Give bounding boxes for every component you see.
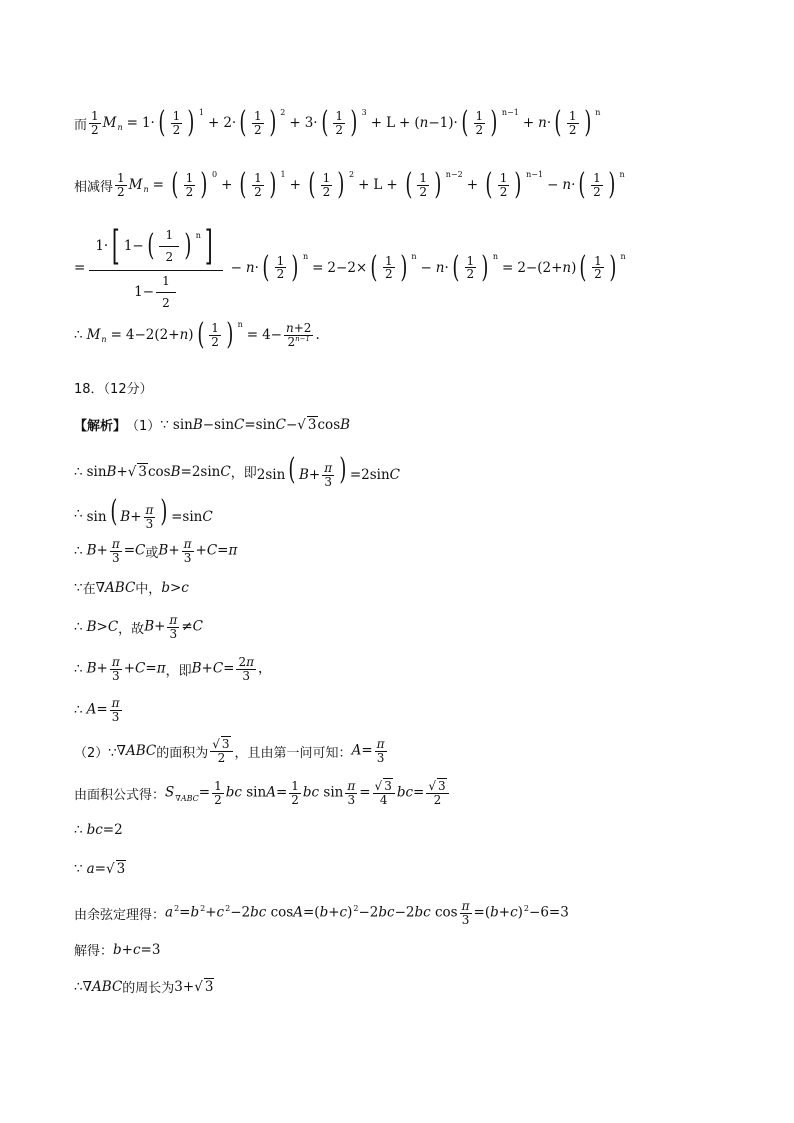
text-and-from: ，且由第一问可知： (234, 745, 352, 761)
fraction: $\frac{1}{2}$ (91, 108, 99, 137)
text-gu: ，故 (118, 621, 145, 637)
big-fraction: 1· [ 1− ( $\frac{1}{2}$ ) n ] 1− $\frac{1}{2}$ (89, 226, 222, 309)
text-zhong: 中， (135, 582, 162, 597)
text-area-is: 的面积为 (156, 745, 209, 761)
equation-line-4: ∴ M n = 4−2(2+ n ) ( $\frac{1}{2}$ ) n = 4− $\frac{n+2}{2^{n-1}}$ . (74, 317, 320, 352)
equation-line-3: = 1· [ 1− ( $\frac{1}{2}$ ) n ] 1− $\frac{1}{2}$ − n · ( $\frac{1}{2}$ ) n = 2−2× ( $\frac{1}{2}$ ) n − n · ( $\frac{1}{2}$ ) n = 2−(2+ n ) ( $\frac{1}{2}$ ) n (74, 223, 626, 310)
text-huo: 或 (145, 545, 159, 561)
equation-line-2: 相减得 $\frac{1}{2}$ M n = ( $\frac{1}{2}$ ) 0 + ( $\frac{1}{2}$ ) 1 + ( $\frac{1}{2}$ ) 2 + L + ( $\frac{1}{2}$ ) n−2 + ( $\frac{1}{2}$ ) n−1 − n · ( $\frac{1}{2}$ ) n (74, 167, 625, 202)
part2-label: （2）∵ (74, 745, 117, 761)
therefore-symbol: ∴ (74, 619, 83, 636)
text-ji: ，即 (165, 663, 192, 679)
therefore-symbol: ∴ (74, 661, 83, 678)
analysis-line-12: ∵ a=√ 3 (74, 861, 126, 877)
analysis-label: 【解析】 (74, 419, 127, 434)
part1-label: （1） (126, 419, 161, 434)
therefore-symbol: ∴ (74, 543, 83, 560)
section-18-title (74, 378, 153, 397)
text-er: 而 (74, 117, 88, 133)
therefore-symbol: ∴ (74, 505, 83, 522)
text-xiangjiande: 相减得 (74, 179, 114, 195)
therefore-symbol: ∴ (74, 463, 83, 480)
therefore-symbol: ∴ (74, 978, 83, 995)
text-ji: ，即 (230, 466, 257, 482)
because-symbol: ∵ (74, 861, 83, 877)
text-perimeter: 的周长为 (122, 981, 175, 996)
analysis-line-5: ∵ 在 ∇ABC 中， b>c (74, 579, 189, 597)
analysis-line-2: ∴ sinB+√ 3cosB=2sinC ，即 2sin ( B+ $\frac{\pi}{3}$ ) =2sinC (74, 452, 401, 489)
math-text: M (102, 115, 117, 131)
analysis-line-4: ∴ B+ $\frac{\pi}{3}$ =C 或 B+ $\frac{\pi}{3}$ +C=π (74, 537, 238, 565)
analysis-line-14: 解得： b+c=3 (74, 941, 161, 959)
analysis-line-7: ∴ B+ $\frac{\pi}{3}$ +C=π ，即 B+C= $\frac{2\pi}{3}$ ， (74, 655, 272, 683)
therefore-symbol: ∴ (74, 327, 83, 343)
therefore-symbol: ∴ (74, 702, 83, 719)
analysis-line-9: （2）∵ ∇ABC 的面积为 $\frac{√ 3}{2}$ ，且由第一问可知： A= $\frac{\pi}{3}$ (74, 737, 385, 765)
analysis-line-8: ∴ A= $\frac{\pi}{3}$ (74, 696, 120, 724)
analysis-line-11: ∴ bc=2 (74, 822, 123, 838)
text-cosine-law: 由余弦定理得： (74, 907, 166, 923)
text-area-formula: 由面积公式得： (74, 787, 166, 803)
text-solve: 解得： (74, 944, 114, 959)
text-zai: 在 (82, 582, 96, 597)
therefore-symbol: ∴ (74, 822, 83, 838)
equation-line-1: 而 $\frac{1}{2}$ M n = 1· ( $\frac{1}{2}$ ) 1 + 2· ( $\frac{1}{2}$ ) 2 + 3· ( $\frac{1}{2}$ ) 3 + L + ( n −1)· ( $\frac{1}{2}$ ) n−1 + n · ( $\frac{1}{2}$ ) n (74, 105, 601, 140)
because-symbol: ∵ (160, 416, 169, 433)
section-title-text: 18．（12分） (74, 382, 153, 397)
analysis-line-15: ∴ ∇ABC 的周长为 3+√ 3 (74, 978, 214, 996)
analysis-line-13: 由余弦定理得： $a^2=b^2+c^2-2bc$ $\cos A=(b+c)^2-2bc-2bc$ cos $\frac{\pi}{3}$ $=(b+c)^2-6=3$ (74, 899, 569, 927)
because-symbol: ∵ (74, 579, 83, 596)
analysis-line-1: 【解析】 （1） ∵ sinB−sinC=sinC−√ 3cosB (74, 416, 351, 434)
analysis-line-10: 由面积公式得： $S_{\nabla ABC}=$ $\frac{1}{2}$ bc sinA= $\frac{1}{2}$ bc sin $\frac{\pi}{3}$ = $\frac{√ 3}{4}$ bc= $\frac{√ 3}{2}$ (74, 780, 451, 806)
analysis-line-3: ∴ sin ( B+ $\frac{\pi}{3}$ ) =sinC (74, 494, 213, 531)
analysis-line-6: ∴ B>C ，故 B+ $\frac{\pi}{3}$ ≠C (74, 613, 203, 641)
